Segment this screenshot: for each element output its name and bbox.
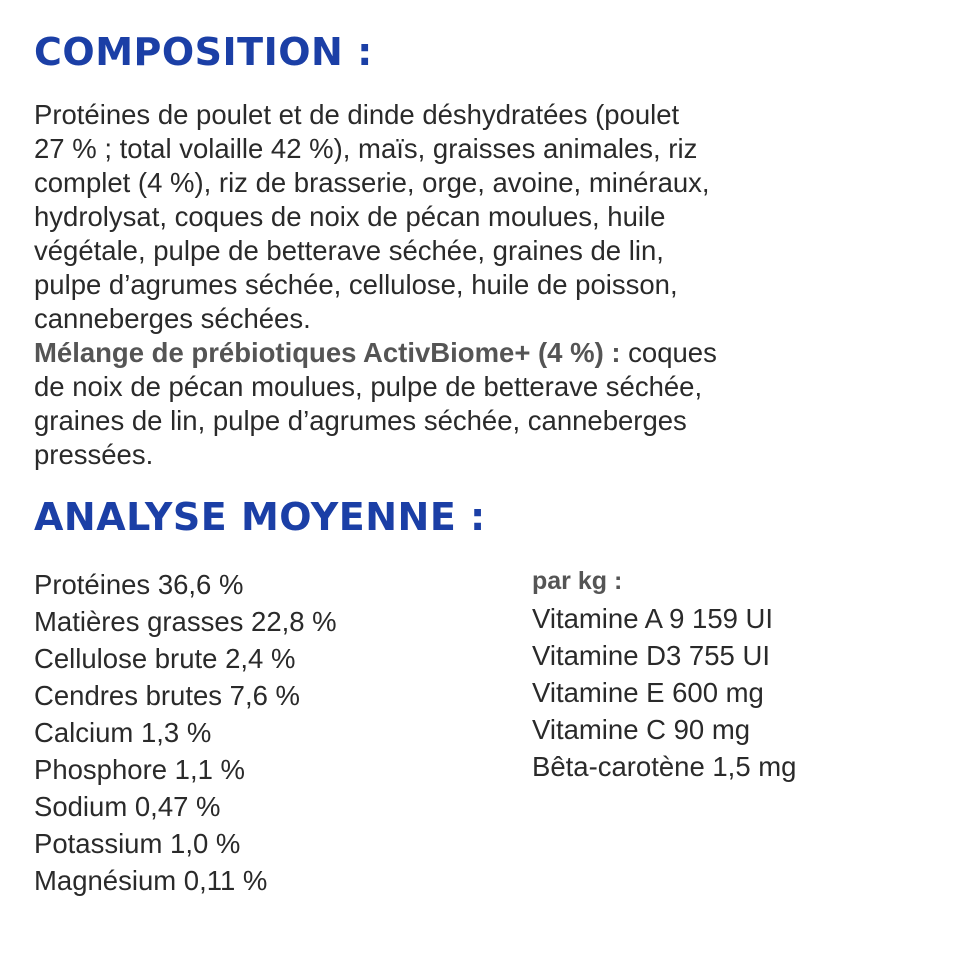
vitamin-item: Vitamine A 9 159 UI <box>532 603 774 634</box>
nutrient-item: Sodium 0,47 % <box>34 791 221 822</box>
composition-line: végétale, pulpe de betterave séchée, graines de lin, <box>34 235 664 266</box>
per-kg-label: par kg : <box>532 567 623 595</box>
vitamin-item: Vitamine C 90 mg <box>532 714 751 745</box>
analysis-heading: ANALYSE MOYENNE : <box>34 495 486 539</box>
vitamin-item: Bêta-carotène 1,5 mg <box>532 751 797 782</box>
nutrient-item: Cendres brutes 7,6 % <box>34 680 300 711</box>
nutrient-item: Phosphore 1,1 % <box>34 754 245 785</box>
composition-text <box>34 98 934 472</box>
nutrient-item: Matières grasses 22,8 % <box>34 606 337 637</box>
nutrient-list <box>34 566 337 899</box>
composition-line: Protéines de poulet et de dinde déshydratées (poulet <box>34 99 680 130</box>
vitamin-item: Vitamine D3 755 UI <box>532 640 770 671</box>
nutrient-item: Calcium 1,3 % <box>34 717 212 748</box>
prebiotic-line: de noix de pécan moulues, pulpe de betterave séchée, <box>34 371 703 402</box>
composition-line: complet (4 %), riz de brasserie, orge, avoine, minéraux, <box>34 167 710 198</box>
vitamin-list <box>532 563 796 785</box>
nutrient-item: Potassium 1,0 % <box>34 828 241 859</box>
composition-heading: COMPOSITION : <box>34 30 373 74</box>
composition-line: hydrolysat, coques de noix de pécan moulues, huile <box>34 201 666 232</box>
prebiotic-label: Mélange de prébiotiques ActivBiome+ (4 %) : <box>34 337 621 368</box>
prebiotic-text: coques <box>620 337 717 368</box>
prebiotic-line <box>34 336 934 370</box>
prebiotic-line: pressées. <box>34 439 154 470</box>
composition-line: pulpe d’agrumes séchée, cellulose, huile de poisson, <box>34 269 678 300</box>
prebiotic-line: graines de lin, pulpe d’agrumes séchée, canneberges <box>34 405 687 436</box>
vitamin-item: Vitamine E 600 mg <box>532 677 764 708</box>
nutrient-item: Magnésium 0,11 % <box>34 865 268 896</box>
composition-line: canneberges séchées. <box>34 303 311 334</box>
nutrient-item: Cellulose brute 2,4 % <box>34 643 296 674</box>
nutrient-item: Protéines 36,6 % <box>34 569 244 600</box>
composition-line: 27 % ; total volaille 42 %), maïs, graisses animales, riz <box>34 133 698 164</box>
